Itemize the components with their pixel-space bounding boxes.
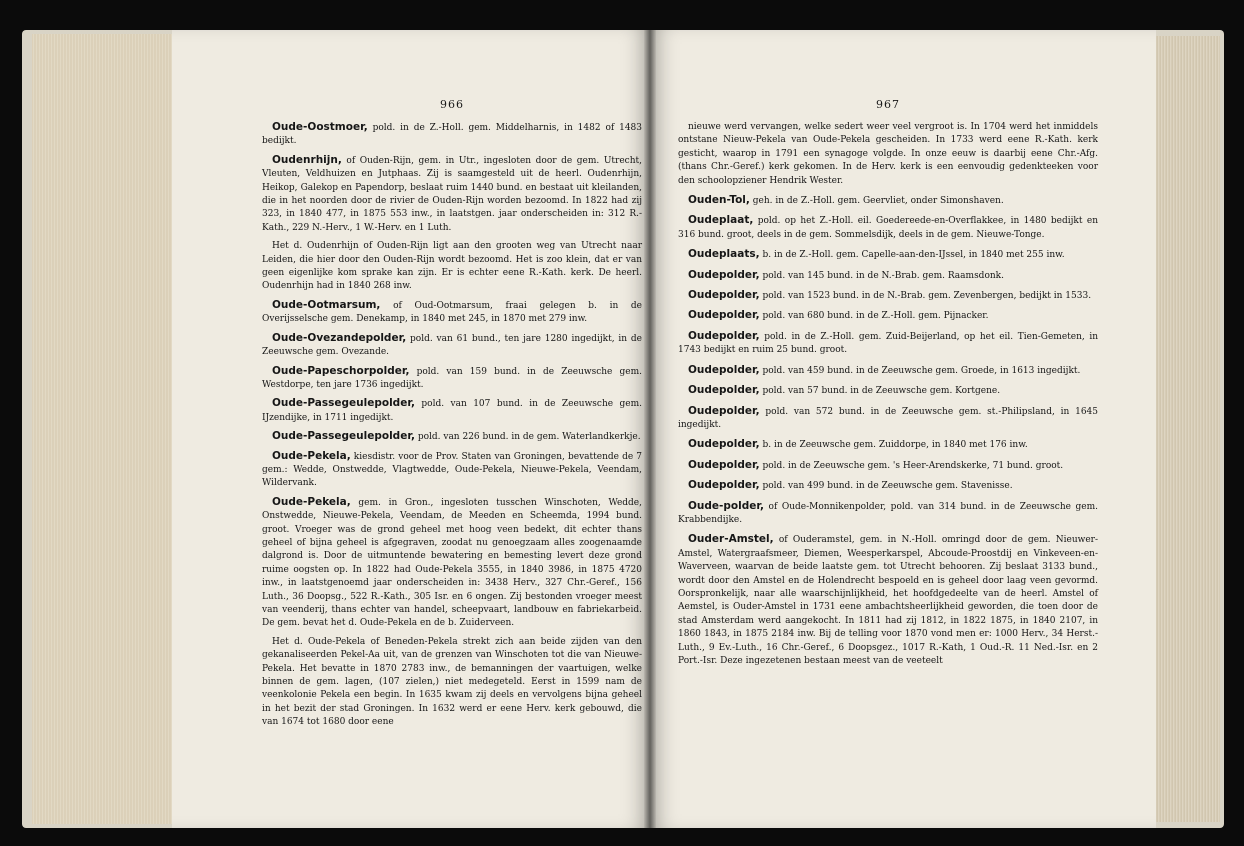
dictionary-entry [678, 289, 1098, 303]
entry-headword: Oude-Passegeulepolder, [272, 430, 415, 443]
entry-headword: Oude-Ovezandepolder, [272, 331, 407, 344]
entry-text: pold. van 572 bund. in de Zeeuwsche gem. st.-Philipsland, in 1645 ingedijkt. [678, 406, 1098, 430]
entry-text: pold. van 226 bund. in de gem. Waterlandkerkje. [414, 432, 641, 443]
entry-text: pold. in de Z.-Holl. gem. Zuid-Beijerland, op het eil. Tien-Gemeten, in 1743 bedijkt en ruim 25 bund. groot. [678, 331, 1098, 356]
dictionary-entry [678, 500, 1098, 528]
entry-text: b. in de Zeeuwsche gem. Zuiddorpe, in 1840 met 176 inw. [759, 440, 1028, 451]
entry-text: pold. van 1523 bund. in de N.-Brab. gem. Zevenbergen, bedijkt in 1533. [759, 291, 1092, 302]
entry-text: geh. in de Z.-Holl. gem. Geervliet, onder Simonshaven. [749, 196, 1004, 207]
dictionary-entry [262, 496, 642, 631]
entry-headword: Oudepolder, [688, 404, 760, 417]
dictionary-entry [678, 438, 1098, 452]
entry-text: pold. in de Zeeuwsche gem. 's Heer-Arendskerke, 71 bund. groot. [759, 460, 1064, 471]
entry-headword: Ouder-Amstel, [688, 533, 774, 546]
entry-text: of Ouden-Rijn, gem. in Utr., ingesloten door de gem. Utrecht, Vleuten, Veldhuizen en Jutphaas. Zij is saamgesteld uit de heerl. Oudenrhijn, Heikop, Galekop en Papendorp, beslaat ruim 1440 bund. en bestaat uit kleilanden, die in het noorden door de rivier de Ouden-Rijn worden bezoomd. In 1822 had zij 323, in 1840 477, in 1875 553 inw., in laatstgen. jaar onderscheiden in: 312 R.-Kath., 229 N.-Herv., 1 W.-Herv. en 1 Luth. [262, 155, 642, 233]
entry-headword: Oudepolder, [688, 289, 760, 302]
dictionary-entry [678, 459, 1098, 473]
dictionary-entry [262, 450, 642, 491]
dictionary-entry [678, 405, 1098, 433]
entry-text: pold. van 459 bund. in de Zeeuwsche gem. Groede, in 1613 ingedijkt. [759, 365, 1081, 376]
open-book [22, 30, 1224, 828]
dictionary-entry [262, 397, 642, 425]
entry-text: pold. van 159 bund. in de Zeeuwsche gem. Westdorpe, ten jare 1736 ingedijkt. [262, 366, 642, 390]
dictionary-entry [262, 154, 642, 235]
entry-text: pold. in de Z.-Holl. gem. Middelharnis, in 1482 of 1483 bedijkt. [262, 123, 642, 147]
entry-headword: Oudepolder, [688, 479, 760, 492]
entry-text: pold. op het Z.-Holl. eil. Goedereede-en-Overflakkee, in 1480 bedijkt en 316 bund. groot, deels in de gem. Sommelsdijk, deels in de gem. Nieuwe-Tonge. [678, 216, 1098, 240]
entry-headword: Oudepolder, [688, 268, 760, 281]
entry-headword: Oudepolder, [688, 309, 760, 322]
entry-text: of Ouderamstel, gem. in N.-Holl. omringd door de gem. Nieuwer-Amstel, Watergraafsmeer, Diemen, Weesperkarspel, Abcoude-Proostdij en Vinkeveen-en-Waverveen, waarvan de beide laatste gem. tot Utrecht behooren. Zij beslaat 3133 bund., wordt door den Amstel en de Holendrecht bespoeld en is geheel door laag veen gevormd. Oorspronkelijk, naar alle waarschijnlijkheid, het hoofdgedeelte van de heerl. Amstel of Aemstel, is Ouder-Amstel in 1731 eene ambachtsheerlijkheid geworden, die toen door de stad Amsterdam werd aangekocht. In 1811 had zij 1812, in 1822 1875, in 1840 2107, in 1860 1843, in 1875 2184 inw. Bij de telling voor 1870 vond men er: 1000 Herv., 34 Herst.-Luth., 9 Ev.-Luth., 16 Chr.-Geref., 6 Doopsgez., 1017 R.-Kath, 1 Oud.-R. 11 Ned.-Isr. en 2 Port.-Isr. Deze ingezetenen bestaan meest van de veeteelt [678, 535, 1098, 666]
entry-headword: Oudepolder, [688, 438, 760, 451]
entry-headword: Oude-Pekela, [272, 449, 351, 462]
dictionary-entry [262, 240, 642, 294]
entry-text: pold. van 145 bund. in de N.-Brab. gem. Raamsdonk. [759, 270, 1004, 281]
dictionary-entry [678, 364, 1098, 378]
left-page [172, 30, 650, 828]
dictionary-entry [678, 330, 1098, 358]
entry-headword: Ouden-Tol, [688, 194, 750, 207]
entry-text: Het d. Oude-Pekela of Beneden-Pekela strekt zich aan beide zijden van den gekanaliseerden Pekel-Aa uit, van de grenzen van Winschoten tot die van Nieuwe-Pekela. Het bevatte in 1870 2783 inw., de bemanningen der vaartuigen, welke binnen de gem. lagen, (107 zielen,) niet medegeteld. Eerst in 1599 nam de veenkolonie Pekela een begin. In 1635 kwam zij deels en vervolgens bijna geheel in het bezit der stad Groningen. In 1632 werd er eene Herv. kerk gebouwd, die van 1674 tot 1680 door eene [262, 636, 642, 728]
dictionary-entry [678, 194, 1098, 208]
page-number-right: 967 [876, 98, 900, 111]
dictionary-entry [678, 533, 1098, 668]
entry-headword: Oude-Ootmarsum, [272, 298, 381, 311]
right-page [650, 30, 1156, 828]
entry-headword: Oudeplaats, [688, 248, 760, 261]
dictionary-entry [262, 332, 642, 360]
entry-text: b. in de Z.-Holl. gem. Capelle-aan-den-IJssel, in 1840 met 255 inw. [759, 250, 1065, 261]
dictionary-entry [678, 479, 1098, 493]
page-edges-right [1154, 36, 1220, 822]
entry-headword: Oude-Pekela, [272, 495, 351, 508]
right-entries [678, 121, 1098, 668]
dictionary-entry [262, 121, 642, 149]
dictionary-entry [262, 636, 642, 730]
entry-headword: Oudepolder, [688, 458, 760, 471]
entry-text: pold. van 499 bund. in de Zeeuwsche gem. Stavenisse. [759, 481, 1013, 492]
entry-headword: Oude-Papeschorpolder, [272, 364, 410, 377]
entry-headword: Oudeplaat, [688, 214, 754, 227]
dictionary-entry [678, 384, 1098, 398]
dictionary-entry [678, 309, 1098, 323]
left-entries [262, 121, 642, 730]
dictionary-entry [678, 214, 1098, 242]
book-gutter [644, 30, 656, 828]
entry-headword: Oude-Oostmoer, [272, 121, 368, 133]
dictionary-entry [678, 121, 1098, 188]
page-edges-left [32, 34, 172, 824]
entry-headword: Oudepolder, [688, 363, 760, 376]
dictionary-entry [262, 365, 642, 393]
dictionary-entry [678, 269, 1098, 283]
entry-text: kiesdistr. voor de Prov. Staten van Groningen, bevattende de 7 gem.: Wedde, Onstwedde, Vlagtwedde, Oude-Pekela, Nieuwe-Pekela, Veendam, Wildervank. [262, 451, 642, 489]
entry-text: pold. van 680 bund. in de Z.-Holl. gem. Pijnacker. [759, 311, 989, 322]
entry-headword: Oude-Passegeulepolder, [272, 397, 415, 410]
entry-headword: Oudepolder, [688, 384, 760, 397]
entry-text: pold. van 57 bund. in de Zeeuwsche gem. Kortgene. [759, 386, 1001, 397]
dictionary-entry [678, 248, 1098, 262]
entry-text: gem. in Gron., ingesloten tusschen Winschoten, Wedde, Onstwedde, Nieuwe-Pekela, Veendam, de Meeden en Scheemda, 1994 bund. groot. Vroeger was de grond geheel met hoog veen bedekt, dit echter thans geheel of bijna geheel is afgegraven, zoodat nu genoegzaam alles zoogenaamde dalgrond is. Door de uitmuntende bewatering en bemesting levert deze grond ruime oogsten op. In 1822 had Oude-Pekela 3555, in 1840 3986, in 1875 4720 inw., in laatstgenoemd jaar onderscheiden in: 3438 Herv., 327 Chr.-Geref., 156 Luth., 36 Doopsg., 522 R.-Kath., 305 Isr. en 6 ongen. Zij bestonden vroeger meest van veenderij, thans echter van handel, scheepvaart, landbouw en fabriekarbeid. De gem. bevat het d. Oude-Pekela en de b. Zuiderveen. [262, 497, 642, 629]
entry-text: nieuwe werd vervangen, welke sedert weer veel vergroot is. In 1704 werd het inmiddels ontstane Nieuw-Pekela van Oude-Pekela gescheiden. In 1733 werd eene R.-Kath. kerk gesticht, waarop in 1791 een synagoge volgde. In onze eeuw is daarbij eene Chr.-Afg. (thans Chr.-Geref.) kerk gekomen. In de Herv. kerk is een eenvoudig gedenkteeken voor den schoolopziener Hendrik Wester. [678, 122, 1098, 186]
entry-headword: Oudepolder, [688, 329, 760, 342]
entry-text: pold. van 107 bund. in de Zeeuwsche gem. IJzendijke, in 1711 ingedijkt. [262, 399, 642, 423]
entry-text: of Oude-Monnikenpolder, pold. van 314 bund. in de Zeeuwsche gem. Krabbendijke. [678, 501, 1098, 525]
entry-text: Het d. Oudenrhijn of Ouden-Rijn ligt aan den grooten weg van Utrecht naar Leiden, die hier door den Ouden-Rijn wordt bezoomd. Het is zoo klein, dat er van geen eigenlijke kom sprake kan zijn. Er is echter eene R.-Kath. kerk. De heerl. Oudenrhijn had in 1840 268 inw. [262, 241, 642, 292]
entry-text: of Oud-Ootmarsum, fraai gelegen b. in de Overijsselsche gem. Denekamp, in 1840 met 245, in 1870 met 279 inw. [262, 300, 642, 325]
dictionary-entry [262, 299, 642, 327]
entry-headword: Oude-polder, [688, 499, 764, 512]
dictionary-entry [262, 430, 642, 444]
page-number-left: 966 [440, 98, 464, 111]
entry-text: pold. van 61 bund., ten jare 1280 ingedijkt, in de Zeeuwsche gem. Ovezande. [262, 333, 642, 358]
entry-headword: Oudenrhijn, [272, 153, 342, 166]
